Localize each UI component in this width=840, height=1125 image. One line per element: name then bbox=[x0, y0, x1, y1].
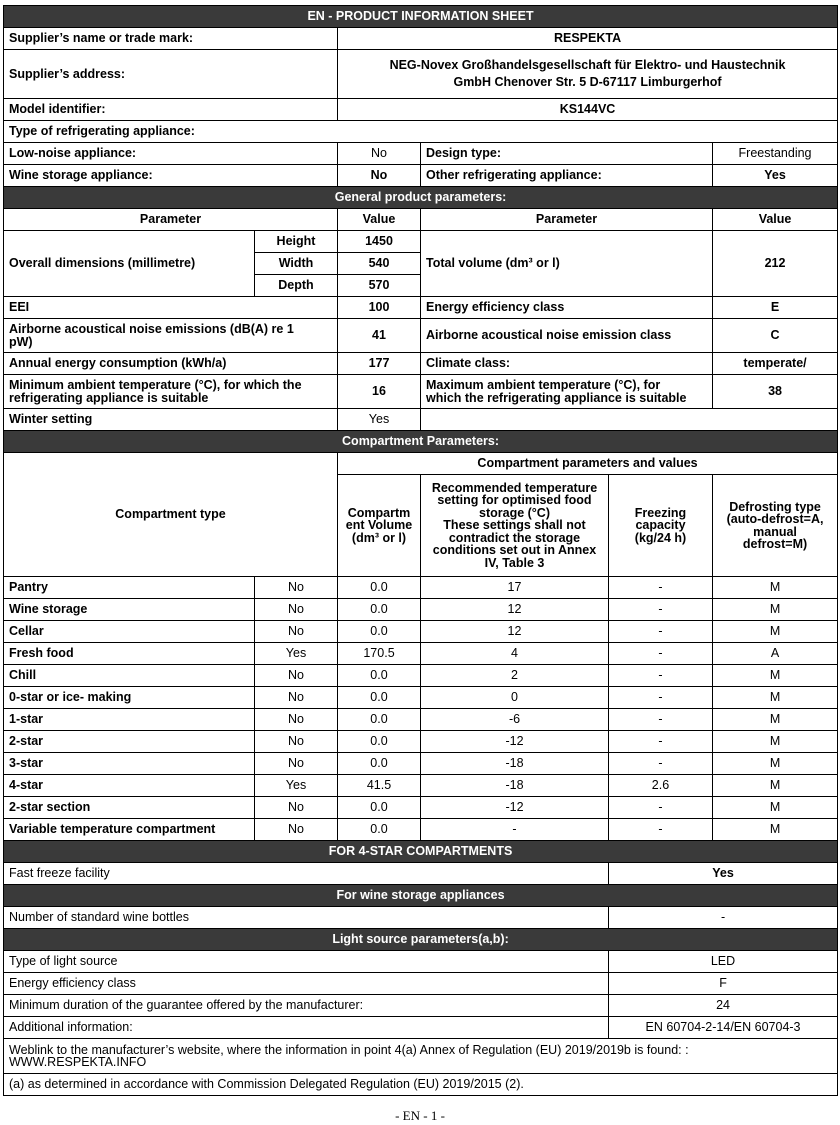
noise-emissions-label bbox=[4, 319, 338, 353]
compartment-volume: 0.0 bbox=[338, 577, 421, 599]
general-parameters-header: General product parameters: bbox=[4, 187, 838, 209]
compartment-volume: 0.0 bbox=[338, 731, 421, 753]
compartment-present: No bbox=[255, 753, 338, 775]
compartment-present: No bbox=[255, 797, 338, 819]
compartment-volume: 0.0 bbox=[338, 753, 421, 775]
temp-header-line: Recommended temperature bbox=[431, 480, 598, 495]
defrost-header-line: Defrosting type bbox=[729, 499, 821, 514]
compartment-present: No bbox=[255, 687, 338, 709]
additional-info-value: EN 60704-2-14/EN 60704-3 bbox=[609, 1017, 838, 1039]
compartment-values-header: Compartment parameters and values bbox=[338, 453, 838, 475]
compartment-row bbox=[4, 599, 838, 621]
design-type-label: Design type: bbox=[421, 143, 713, 165]
height-value: 1450 bbox=[338, 231, 421, 253]
temperature-column-header bbox=[421, 475, 609, 577]
height-label: Height bbox=[255, 231, 338, 253]
volume-header-line: Compartm bbox=[347, 505, 411, 520]
annual-energy-value: 177 bbox=[338, 353, 421, 375]
title-row bbox=[4, 6, 838, 28]
compartment-row bbox=[4, 577, 838, 599]
wine-storage-label: Wine storage appliance: bbox=[4, 165, 338, 187]
compartment-temperature: - bbox=[421, 819, 609, 841]
model-row bbox=[4, 99, 838, 121]
supplier-name-value: RESPEKTA bbox=[338, 28, 838, 50]
guarantee-label: Minimum duration of the guarantee offered by the manufacturer: bbox=[4, 995, 609, 1017]
compartment-parameters-header: Compartment Parameters: bbox=[4, 431, 838, 453]
wine-bottles-row bbox=[4, 907, 838, 929]
width-value: 540 bbox=[338, 253, 421, 275]
compartment-defrost: M bbox=[713, 819, 838, 841]
compartment-present: No bbox=[255, 621, 338, 643]
compartment-row bbox=[4, 621, 838, 643]
eei-value: 100 bbox=[338, 297, 421, 319]
winter-empty-cell bbox=[421, 409, 838, 431]
compartment-volume: 0.0 bbox=[338, 665, 421, 687]
annual-energy-row bbox=[4, 353, 838, 375]
address-line-1: NEG-Novex Großhandelsgesellschaft für Elektro- und Haustechnik bbox=[389, 58, 786, 72]
winter-setting-label: Winter setting bbox=[4, 409, 338, 431]
compartment-volume: 0.0 bbox=[338, 797, 421, 819]
appliance-type-label: Type of refrigerating appliance: bbox=[4, 121, 838, 143]
compartment-volume: 0.0 bbox=[338, 687, 421, 709]
compartment-defrost: M bbox=[713, 687, 838, 709]
compartment-temperature: -18 bbox=[421, 775, 609, 797]
compartment-volume: 0.0 bbox=[338, 621, 421, 643]
defrost-header-line: (auto-defrost=A, bbox=[726, 512, 824, 526]
defrost-header-line: defrost=M) bbox=[742, 537, 808, 551]
design-type-value: Freestanding bbox=[713, 143, 838, 165]
model-label: Model identifier: bbox=[4, 99, 338, 121]
defrost-column-header bbox=[713, 475, 838, 577]
other-appliance-value: Yes bbox=[713, 165, 838, 187]
wine-storage-row bbox=[4, 165, 838, 187]
compartment-defrost: A bbox=[713, 643, 838, 665]
compartment-name: Fresh food bbox=[4, 643, 255, 665]
noise-class-label: Airborne acoustical noise emission class bbox=[421, 319, 713, 353]
compartment-volume: 41.5 bbox=[338, 775, 421, 797]
compartment-freezing: - bbox=[609, 643, 713, 665]
compartment-volume: 0.0 bbox=[338, 599, 421, 621]
total-volume-value: 212 bbox=[713, 231, 838, 297]
wine-storage-value: No bbox=[338, 165, 421, 187]
compartment-type-header: Compartment type bbox=[4, 453, 338, 577]
compartment-row bbox=[4, 643, 838, 665]
supplier-address-label: Supplier’s address: bbox=[4, 50, 338, 99]
eei-label: EEI bbox=[4, 297, 338, 319]
supplier-address-row bbox=[4, 50, 838, 99]
compartment-freezing: 2.6 bbox=[609, 775, 713, 797]
additional-info-row bbox=[4, 1017, 838, 1039]
compartment-temperature: 12 bbox=[421, 599, 609, 621]
compartment-defrost: M bbox=[713, 665, 838, 687]
defrost-header-line: manual bbox=[753, 524, 797, 539]
compartment-present: No bbox=[255, 819, 338, 841]
compartment-row bbox=[4, 753, 838, 775]
product-information-sheet bbox=[3, 5, 838, 1096]
noise-class-value: C bbox=[713, 319, 838, 353]
light-type-row bbox=[4, 951, 838, 973]
weblink-url[interactable]: WWW.RESPEKTA.INFO bbox=[9, 1055, 147, 1069]
winter-setting-value: Yes bbox=[338, 409, 421, 431]
compartment-name: Chill bbox=[4, 665, 255, 687]
wine-header-row bbox=[4, 885, 838, 907]
temp-header-line: setting for optimised food bbox=[437, 493, 592, 508]
sheet-title: EN - PRODUCT INFORMATION SHEET bbox=[4, 6, 838, 28]
general-columns-row bbox=[4, 209, 838, 231]
energy-class-value: E bbox=[713, 297, 838, 319]
weblink-text: Weblink to the manufacturer’s website, where the information in point 4(a) Annex of Regulation (EU) 2019/2019b is found: : bbox=[9, 1042, 689, 1057]
max-temp-line-2: which the refrigerating appliance is suitable bbox=[426, 390, 687, 405]
volume-header-line: ent Volume bbox=[345, 518, 413, 533]
compartment-freezing: - bbox=[609, 797, 713, 819]
max-temp-label bbox=[421, 375, 713, 409]
annual-energy-label: Annual energy consumption (kWh/a) bbox=[4, 353, 338, 375]
page-number: - EN - 1 - bbox=[395, 1108, 445, 1123]
footnote-row bbox=[4, 1074, 838, 1096]
compartment-freezing: - bbox=[609, 687, 713, 709]
depth-label: Depth bbox=[255, 275, 338, 297]
compartment-freezing: - bbox=[609, 709, 713, 731]
compartment-temperature: 0 bbox=[421, 687, 609, 709]
ambient-temp-row bbox=[4, 375, 838, 409]
low-noise-label: Low-noise appliance: bbox=[4, 143, 338, 165]
compartment-present: Yes bbox=[255, 643, 338, 665]
light-type-value: LED bbox=[609, 951, 838, 973]
compartment-defrost: M bbox=[713, 797, 838, 819]
wine-appliances-header: For wine storage appliances bbox=[4, 885, 838, 907]
climate-class-label: Climate class: bbox=[421, 353, 713, 375]
footnote-text: (a) as determined in accordance with Commission Delegated Regulation (EU) 2019/2015 (2). bbox=[4, 1074, 838, 1096]
address-line-2: GmbH Chenover Str. 5 D-67117 Limburgerhof bbox=[453, 75, 722, 89]
light-class-row bbox=[4, 973, 838, 995]
supplier-name-label: Supplier’s name or trade mark: bbox=[4, 28, 338, 50]
freeze-header-line: Freezing bbox=[634, 505, 687, 520]
compartment-temperature: -12 bbox=[421, 797, 609, 819]
supplier-name-row bbox=[4, 28, 838, 50]
compartment-defrost: M bbox=[713, 775, 838, 797]
compartment-volume: 0.0 bbox=[338, 709, 421, 731]
weblink-row bbox=[4, 1039, 838, 1074]
freezing-column-header bbox=[609, 475, 713, 577]
min-temp-line-2: refrigerating appliance is suitable bbox=[9, 390, 209, 405]
light-type-label: Type of light source bbox=[4, 951, 609, 973]
compartment-defrost: M bbox=[713, 709, 838, 731]
compartment-name: 4-star bbox=[4, 775, 255, 797]
temp-header-line: conditions set out in Annex bbox=[432, 543, 597, 558]
fast-freeze-row bbox=[4, 863, 838, 885]
compartment-name: Cellar bbox=[4, 621, 255, 643]
min-temp-line-1: Minimum ambient temperature (°C), for which the bbox=[9, 378, 302, 392]
compartment-defrost: M bbox=[713, 753, 838, 775]
fast-freeze-label: Fast freeze facility bbox=[4, 863, 609, 885]
compartment-temperature: 12 bbox=[421, 621, 609, 643]
light-source-header: Light source parameters(a,b): bbox=[4, 929, 838, 951]
volume-column-header bbox=[338, 475, 421, 577]
compartment-row bbox=[4, 709, 838, 731]
eei-row bbox=[4, 297, 838, 319]
model-value: KS144VC bbox=[338, 99, 838, 121]
min-temp-value: 16 bbox=[338, 375, 421, 409]
width-label: Width bbox=[255, 253, 338, 275]
four-star-header: FOR 4-STAR COMPARTMENTS bbox=[4, 841, 838, 863]
compartment-defrost: M bbox=[713, 599, 838, 621]
compartment-row bbox=[4, 731, 838, 753]
compartment-name: Variable temperature compartment bbox=[4, 819, 255, 841]
compartment-name: 0-star or ice- making bbox=[4, 687, 255, 709]
compartment-temperature: -12 bbox=[421, 731, 609, 753]
compartment-temperature: -18 bbox=[421, 753, 609, 775]
total-volume-label: Total volume (dm³ or l) bbox=[421, 231, 713, 297]
volume-header-line: (dm³ or l) bbox=[351, 530, 407, 545]
compartment-freezing: - bbox=[609, 577, 713, 599]
overall-dimensions-label: Overall dimensions (millimetre) bbox=[4, 231, 255, 297]
depth-value: 570 bbox=[338, 275, 421, 297]
compartment-header-row bbox=[4, 431, 838, 453]
compartment-present: No bbox=[255, 599, 338, 621]
compartment-name: Pantry bbox=[4, 577, 255, 599]
other-appliance-label: Other refrigerating appliance: bbox=[421, 165, 713, 187]
compartment-name: 2-star bbox=[4, 731, 255, 753]
noise-row bbox=[4, 319, 838, 353]
freeze-header-line: (kg/24 h) bbox=[634, 530, 687, 545]
compartment-name: 3-star bbox=[4, 753, 255, 775]
compartment-volume: 170.5 bbox=[338, 643, 421, 665]
general-header-row bbox=[4, 187, 838, 209]
compartment-row bbox=[4, 819, 838, 841]
compartment-name: 2-star section bbox=[4, 797, 255, 819]
min-temp-label bbox=[4, 375, 338, 409]
temp-header-line: storage (°C) bbox=[479, 505, 550, 520]
compartment-defrost: M bbox=[713, 731, 838, 753]
dimensions-row-height bbox=[4, 231, 838, 253]
value-column-header: Value bbox=[338, 209, 421, 231]
compartment-row bbox=[4, 797, 838, 819]
compartment-temperature: 17 bbox=[421, 577, 609, 599]
supplier-address-value bbox=[338, 50, 838, 99]
compartment-freezing: - bbox=[609, 753, 713, 775]
compartment-group-header-row bbox=[4, 453, 838, 475]
compartment-present: No bbox=[255, 665, 338, 687]
compartment-freezing: - bbox=[609, 599, 713, 621]
appliance-type-row bbox=[4, 121, 838, 143]
climate-class-value: temperate/ bbox=[713, 353, 838, 375]
wine-bottles-value: - bbox=[609, 907, 838, 929]
winter-row bbox=[4, 409, 838, 431]
temp-header-line: IV, Table 3 bbox=[484, 555, 545, 570]
compartment-present: Yes bbox=[255, 775, 338, 797]
freeze-header-line: capacity bbox=[635, 518, 686, 533]
compartment-present: No bbox=[255, 577, 338, 599]
temp-header-line: These settings shall not bbox=[443, 518, 586, 533]
compartment-defrost: M bbox=[713, 621, 838, 643]
four-star-header-row bbox=[4, 841, 838, 863]
light-class-label: Energy efficiency class bbox=[4, 973, 609, 995]
wine-bottles-label: Number of standard wine bottles bbox=[4, 907, 609, 929]
compartment-freezing: - bbox=[609, 665, 713, 687]
compartment-volume: 0.0 bbox=[338, 819, 421, 841]
compartment-temperature: -6 bbox=[421, 709, 609, 731]
light-header-row bbox=[4, 929, 838, 951]
energy-class-label: Energy efficiency class bbox=[421, 297, 713, 319]
low-noise-value: No bbox=[338, 143, 421, 165]
compartment-defrost: M bbox=[713, 577, 838, 599]
noise-label-line-1: Airborne acoustical noise emissions (dB(A) re 1 bbox=[9, 322, 294, 336]
light-class-value: F bbox=[609, 973, 838, 995]
compartment-temperature: 2 bbox=[421, 665, 609, 687]
fast-freeze-value: Yes bbox=[609, 863, 838, 885]
low-noise-row bbox=[4, 143, 838, 165]
guarantee-value: 24 bbox=[609, 995, 838, 1017]
compartment-name: Wine storage bbox=[4, 599, 255, 621]
compartment-temperature: 4 bbox=[421, 643, 609, 665]
guarantee-row bbox=[4, 995, 838, 1017]
compartment-freezing: - bbox=[609, 819, 713, 841]
compartment-freezing: - bbox=[609, 731, 713, 753]
compartment-present: No bbox=[255, 709, 338, 731]
compartment-freezing: - bbox=[609, 621, 713, 643]
compartment-row bbox=[4, 775, 838, 797]
compartment-row bbox=[4, 687, 838, 709]
noise-emissions-value: 41 bbox=[338, 319, 421, 353]
parameter-column-header-right: Parameter bbox=[421, 209, 713, 231]
noise-label-line-2: pW) bbox=[9, 334, 33, 349]
temp-header-line: contradict the storage bbox=[448, 530, 581, 545]
compartment-present: No bbox=[255, 731, 338, 753]
compartment-name: 1-star bbox=[4, 709, 255, 731]
weblink-cell bbox=[4, 1039, 838, 1074]
parameter-column-header: Parameter bbox=[4, 209, 338, 231]
max-temp-value: 38 bbox=[713, 375, 838, 409]
max-temp-line-1: Maximum ambient temperature (°C), for bbox=[426, 378, 661, 392]
value-column-header-right: Value bbox=[713, 209, 838, 231]
additional-info-label: Additional information: bbox=[4, 1017, 609, 1039]
compartment-row bbox=[4, 665, 838, 687]
